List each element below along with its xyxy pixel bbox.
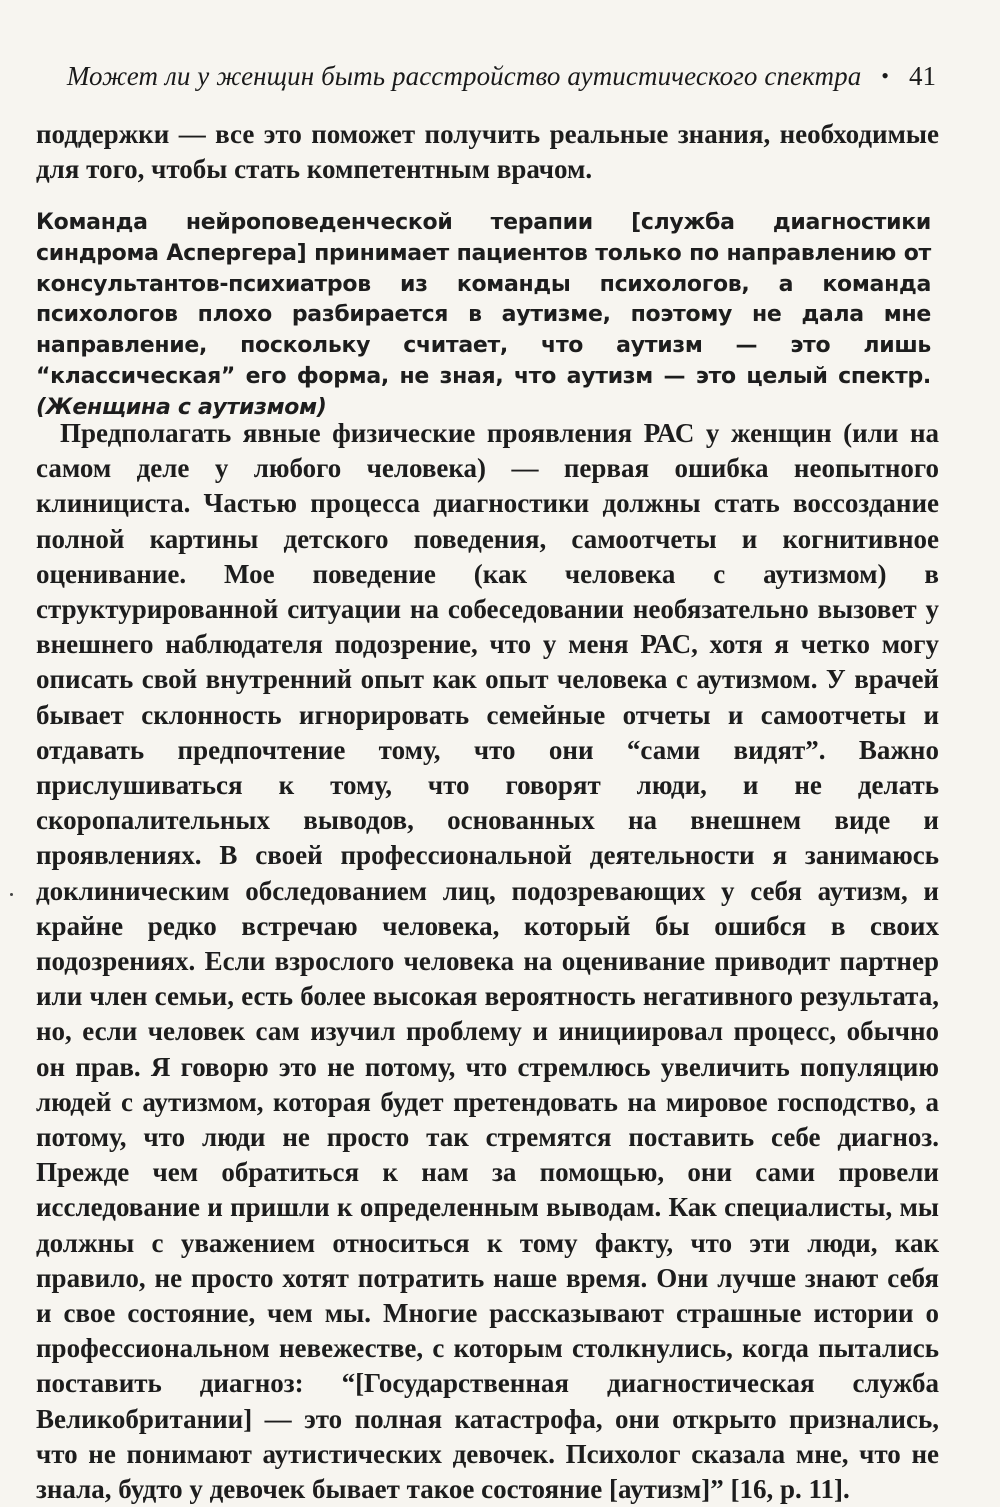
intro-paragraph: поддержки — все это поможет получить реальные знания, необходимые для того, чтобы стать компетентным врачом.	[36, 119, 939, 185]
main-paragraph-block	[36, 416, 939, 1507]
main-paragraph: Предполагать явные физические проявления РАС у женщин (или на самом деле у любого человека) — первая ошибка неопытного клинициста. Частью процесса диагностики должны стать воссоздание полной картины детского поведения, самоотчеты и когнитивное оценивание. Мое поведение (как человека с аутизмом) в структурированной ситуации на собеседовании необязательно вызовет у внешнего наблюдателя подозрение, что у меня РАС, хотя я четко могу описать свой внутренний опыт как опыт человека с аутизмом. У врачей бывает склонность игнорировать семейные отчеты и самоотчеты и отдавать предпочтение тому, что они “сами видят”. Важно прислушиваться к тому, что говорят люди, и не делать скоропалительных выводов, основанных на внешнем виде и проявлениях. В своей профессиональной деятельности я занимаюсь доклиническим обследованием лиц, подозревающих у себя аутизм, и крайне редко встречаю человека, который бы ошибся в своих подозрениях. Если взрослого человека на оценивание приводит партнер или член семьи, есть более высокая вероятность негативного результата, но, если человек сам изучил проблему и инициировал процесс, обычно он прав. Я говорю это не потому, что стремлюсь увеличить популяцию людей с аутизмом, которая будет претендовать на мировое господство, а потому, что люди не просто так стремятся поставить себе диагноз. Прежде чем обратиться к нам за помощью, они сами провели исследование и пришли к определенным выводам. Как специалисты, мы должны с уважением относиться к тому факту, что эти люди, как правило, не просто хотят потратить наше время. Они лучше знают себя и свое состояние, чем мы. Многие рассказывают страшные истории о профессиональном невежестве, с которым столкнулись, когда пытались поставить диагноз: “[Государственная диагностическая служба Великобритании] — это полная катастрофа, они открыто признались, что не понимают аутистических девочек. Психолог сказала мне, что не знала, будто у девочек бывает такое состояние [аутизм]” [16, p. 11].	[36, 418, 939, 1505]
running-header	[60, 58, 936, 94]
header-bullet: •	[881, 63, 889, 88]
quote-attribution: (Женщина с аутизмом)	[36, 394, 327, 420]
page-number: 41	[909, 61, 936, 91]
quote-text: Команда нейроповеденческой терапии [служба диагностики синдрома Аспергера] принимает пациентов только по направлению от консультантов-психиатров из команды психологов, а команда психологов плохо разбирается в аутизме, поэтому не дала мне направление, поскольку считает, что аутизм — это лишь “классическая” его форма, не зная, что аутизм — это целый спектр.	[36, 210, 931, 389]
intro-paragraph-block	[36, 117, 939, 187]
block-quote	[36, 208, 931, 424]
running-title: Может ли у женщин быть расстройство аутистического спектра	[66, 61, 862, 91]
margin-mark	[10, 893, 13, 896]
